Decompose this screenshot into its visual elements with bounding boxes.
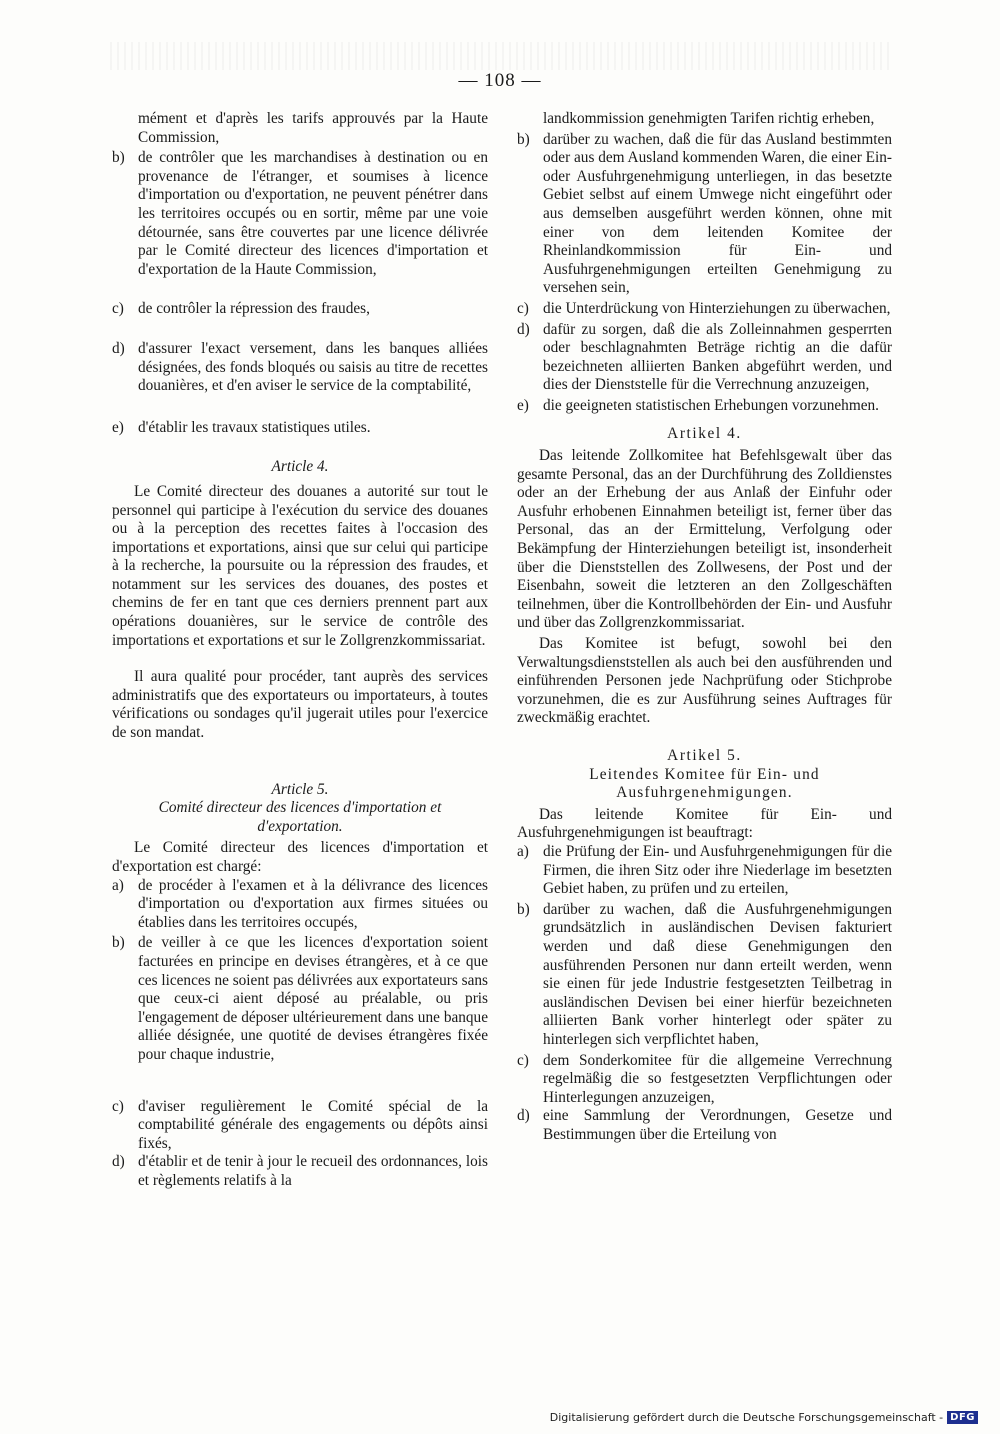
- fr-art5-item-a: [112, 877, 488, 933]
- item-text: d'établir et de tenir à jour le recueil des ordonnances, lois et règlements relatifs à la: [138, 1153, 488, 1189]
- fr-item-c: [112, 300, 488, 319]
- de-art5-item-b: [517, 901, 892, 1050]
- german-column: [517, 110, 892, 1144]
- fr-article-5-title: Article 5.: [271, 780, 329, 798]
- de-item-a-continuation: landkommission genehmigten Tarifen richtig erheben,: [543, 110, 875, 127]
- item-text: dafür zu sorgen, daß die als Zolleinnahmen gesperrten oder beschlagnahmten Beträge richtig an die dafür bezeichneten alliierten Banken abgeführt werden, und dies der Dienststelle für die Verrechnung anzuzeigen,: [543, 320, 892, 394]
- item-label: b): [517, 130, 530, 148]
- dfg-logo: DFG: [947, 1411, 978, 1424]
- de-article-4-paragraph-1: Das leitende Zollkomitee hat Befehlsgewalt über das gesamte Personal, das an der Durchführung des Zolldienstes oder an der Erhebung der aus Anlaß der Einfuhr oder Ausfuhr erhobenen Einnahmen beteiligt ist, ferner über das Personal, das an der Ermittelung, Verfolgung oder Bekämpfung der Hinterziehungen beteiligt ist, insonderheit über die Dienststellen des Zollwesens, der Post und der Eisenbahn, soweit die letzteren an den Zollgeschäften teilnehmen, über die Kontrollbehörden der Ein- und Ausfuhr und über das Zollgrenzkommissariat.: [517, 447, 892, 632]
- item-label: c): [517, 1051, 529, 1069]
- page-number: — 108 —: [458, 70, 542, 91]
- item-label: c): [517, 299, 529, 317]
- de-art5-item-c: [517, 1052, 892, 1108]
- item-label: b): [112, 149, 125, 167]
- item-label: e): [517, 396, 529, 414]
- item-label: b): [517, 900, 530, 918]
- item-text: de contrôler que les marchandises à destination ou en provenance de l'étranger, et soumises à licence d'importation ou d'exportation, ne peuvent pénétrer dans les territoires occupés ou en sortir, même par une voie détournée, sans être couvertes par une licence délivrée par le Comité directeur des licences d'importation et d'exportation de la Haute Commission,: [138, 149, 488, 278]
- french-column: [112, 110, 488, 1191]
- de-article-4-title: Artikel 4.: [667, 424, 742, 442]
- item-text: darüber zu wachen, daß die Ausfuhrgenehmigungen grundsätzlich in ausländischen Devisen fakturiert werden und daß diese Genehmigungen den ausführenden Personen nur dann erteilt werden, wenn sie einen für jede Industrie festgesetzten Teilbetrag in ausländischen Devisen bei einer hierfür bezeichneten alliierten Bank vorher hinterlegt oder später zu hinterlegen sich verpflichtet haben,: [543, 900, 892, 1048]
- de-article-4-paragraph-2: Das Komitee ist befugt, sowohl bei den Verwaltungsdienststellen als auch bei den ausführenden und einführenden Personen jede Nachprüfung oder Stichprobe vorzunehmen, die es zur Ausführung seines Auftrages für zweckmäßig erachtet.: [517, 635, 892, 727]
- fr-article-5-subtitle: Comité directeur des licences d'importation et d'exportation.: [158, 799, 442, 835]
- item-label: b): [112, 934, 125, 952]
- footer: [550, 1411, 978, 1424]
- item-label: d): [517, 320, 530, 338]
- item-label: a): [112, 876, 124, 894]
- fr-art5-item-d: [112, 1153, 488, 1190]
- item-label: e): [112, 418, 124, 436]
- item-text: d'assurer l'exact versement, dans les banques alliées désignées, des fonds bloqués ou saisis au titre de recettes douanières, et d'en aviser le service de la comptabilité,: [138, 339, 488, 395]
- item-text: d'établir les travaux statistiques utiles.: [138, 418, 371, 436]
- fr-article-4-paragraph-1: Le Comité directeur des douanes a autorité sur tout le personnel qui participe à l'exécution du service des douanes ou à la perception des recettes faites à l'occasion des importations et exportations, ainsi que sur celui qui participe à la recherche, la poursuite ou la répression des fraudes, et notamment sur les services des douanes, des postes et chemins de fer en tant que ces derniers prennent part aux opérations douanières, sur le service de contrôle des importations et exportations et sur le Zollgrenzkommissariat.: [112, 482, 488, 649]
- fr-art5-item-c: [112, 1098, 488, 1154]
- item-label: d): [517, 1107, 530, 1125]
- item-text: die Unterdrückung von Hinterziehungen zu überwachen,: [543, 299, 891, 317]
- de-item-b: [517, 131, 892, 298]
- fr-item-a-continuation: mément et d'après les tarifs approuvés par la Haute Commission,: [138, 110, 488, 146]
- item-text: die geeigneten statistischen Erhebungen vorzunehmen.: [543, 396, 879, 414]
- fr-article-4-paragraph-2: Il aura qualité pour procéder, tant auprès des services administratifs que des exportateurs ou importateurs, à toutes vérifications ou sondages qu'il jugerait utiles pour l'exercice de son mandat.: [112, 668, 488, 742]
- item-text: de veiller à ce que les licences d'exportation soient facturées en principe en devises étrangères, et à ce que ces licences ne soient pas délivrées aux exportateurs sans que ceux-ci aient déposé au préalable, ou pris l'engagement de déposer ultérieurement dans une banque alliée désignée, une quotité de devises étrangères fixée pour chaque industrie,: [138, 934, 488, 1063]
- item-text: de contrôler la répression des fraudes,: [138, 300, 370, 318]
- item-text: d'aviser regulièrement le Comité spécial de la comptabilité générale des engagements ou dépôts ainsi fixés,: [138, 1097, 488, 1152]
- fr-item-e: [112, 419, 488, 438]
- de-item-c: [517, 300, 892, 319]
- de-item-d: [517, 321, 892, 395]
- de-item-e: [517, 397, 892, 416]
- item-text: eine Sammlung der Verordnungen, Gesetze und Bestimmungen über die Erteilung von: [543, 1107, 892, 1143]
- scan-artifact: [110, 42, 890, 70]
- footer-credit: Digitalisierung gefördert durch die Deutsche Forschungsgemeinschaft -: [549, 1411, 944, 1424]
- item-text: de procéder à l'examen et à la délivrance des licences d'importation ou d'exportation aux firmes situées ou établies dans les territoires occupés,: [138, 876, 488, 931]
- item-label: a): [517, 842, 529, 860]
- fr-article-5-intro: Le Comité directeur des licences d'importation et d'exportation est chargé:: [112, 839, 488, 875]
- fr-item-d: [112, 340, 488, 396]
- de-art5-item-d: [517, 1107, 892, 1144]
- fr-item-b: [112, 149, 488, 279]
- fr-article-4-title: Article 4.: [271, 458, 329, 476]
- de-article-5-title: Artikel 5.: [667, 747, 742, 764]
- de-art5-item-a: [517, 843, 892, 899]
- item-text: die Prüfung der Ein- und Ausfuhrgenehmigungen für die Firmen, die ihren Sitz oder ihre Niederlage im besetzten Gebiet haben, zu prüfen und zu erteilen,: [543, 842, 892, 898]
- item-text: darüber zu wachen, daß die für das Ausland bestimmten oder aus dem Ausland kommenden Waren, die einer Ein- oder Ausfuhrgenehmigung unterliegen, in das besetzte Gebiet selbst auf einem Umwege nicht eingeführt oder aus demselben ausgeführt werden können, ohne mit einer von dem leitenden Komitee der Rheinlandkommission für Ein- und Ausfuhrgenehmigungen erteilten Genehmigung zu versehen sein,: [543, 130, 892, 297]
- item-label: c): [112, 300, 124, 318]
- item-label: c): [112, 1097, 124, 1115]
- item-label: d): [112, 1153, 125, 1171]
- de-article-5-intro: Das leitende Komitee für Ein- und Ausfuhrgenehmigungen ist beauftragt:: [517, 805, 892, 842]
- de-article-5-subtitle: Leitendes Komitee für Ein- und Ausfuhrgenehmigungen.: [589, 765, 820, 802]
- item-text: dem Sonderkomitee für die allgemeine Verrechnung regelmäßig die so festgesetzten Verpflichtungen oder Hinterlegungen anzuzeigen,: [543, 1051, 892, 1106]
- fr-art5-item-b: [112, 934, 488, 1064]
- item-label: d): [112, 339, 125, 357]
